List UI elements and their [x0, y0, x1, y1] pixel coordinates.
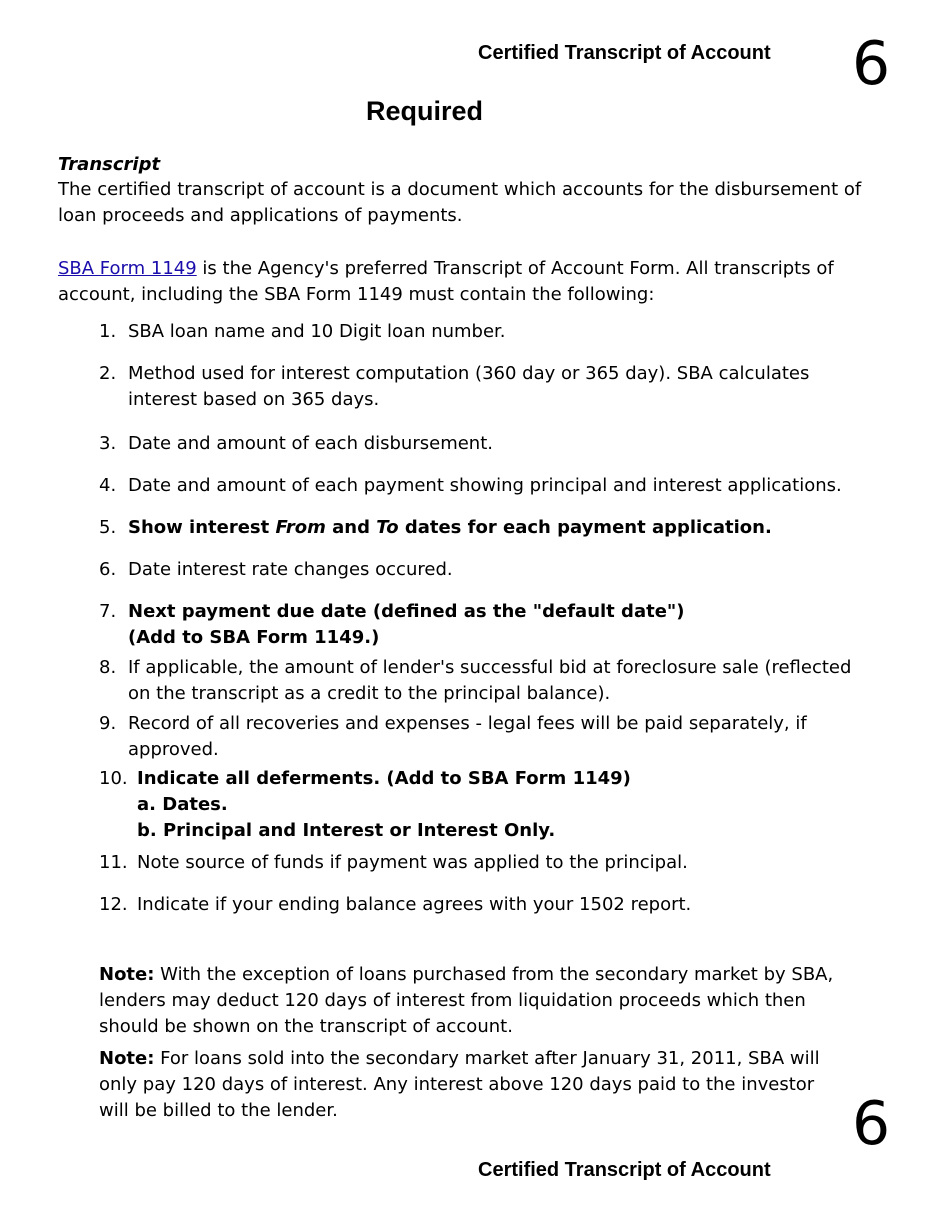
list-item	[99, 431, 859, 457]
footer-section-title: Certified Transcript of Account	[478, 1159, 771, 1181]
list-item-line: (Add to SBA Form 1149.)	[128, 627, 380, 648]
list-item-text: Method used for interest computation (360 day or 365 day). SBA calculates interest based on 365 days.	[128, 363, 810, 410]
list-item	[99, 892, 859, 918]
list-item-text-emphasis: From	[275, 517, 326, 538]
list-item-text-part: dates for each payment application.	[398, 517, 772, 538]
list-item	[99, 711, 819, 763]
list-item-text	[128, 515, 859, 541]
list-item-text: Date interest rate changes occured.	[128, 559, 453, 580]
list-item-number: 2.	[99, 363, 117, 384]
list-item-text: Note source of funds if payment was applied to the principal.	[137, 852, 688, 873]
list-item	[99, 850, 859, 876]
list-item-line: a. Dates.	[137, 794, 228, 815]
list-item-text: Date and amount of each disbursement.	[128, 433, 493, 454]
list-item	[99, 557, 859, 583]
list-item-number: 5.	[99, 517, 117, 538]
list-item	[99, 515, 859, 541]
list-item	[99, 766, 859, 844]
list-item-number: 4.	[99, 475, 117, 496]
list-item-number: 8.	[99, 657, 117, 678]
list-item-number: 7.	[99, 601, 117, 622]
header-section-title: Certified Transcript of Account	[478, 42, 771, 64]
sba-form-1149-link[interactable]: SBA Form 1149	[58, 258, 197, 279]
list-item-number: 9.	[99, 713, 117, 734]
list-item-text-part: and	[325, 517, 377, 538]
list-item-line: b. Principal and Interest or Interest Only.	[137, 820, 556, 841]
list-item-text-part: Show interest	[128, 517, 276, 538]
note-paragraph	[99, 962, 839, 1040]
list-item-number: 10.	[99, 768, 128, 789]
list-item-line: Indicate all deferments. (Add to SBA Form 1149)	[137, 768, 631, 789]
page-heading: Required	[366, 96, 484, 126]
form-paragraph-text: is the Agency's preferred Transcript of Account Form. All transcripts of account, including the SBA Form 1149 must contain the following:	[58, 258, 834, 305]
header-chapter-number: 6	[852, 29, 891, 99]
footer-chapter-number: 6	[852, 1089, 891, 1159]
list-item-number: 1.	[99, 321, 117, 342]
list-item	[99, 473, 889, 499]
list-item	[99, 655, 859, 707]
list-item-text	[137, 766, 859, 844]
note-text: With the exception of loans purchased from the secondary market by SBA, lenders may deduct 120 days of interest from liquidation proceeds which then should be shown on the transcript of account.	[99, 964, 834, 1037]
list-item-text: Indicate if your ending balance agrees with your 1502 report.	[137, 894, 692, 915]
intro-paragraph: The certified transcript of account is a document which accounts for the disbursement of loan proceeds and applications of payments.	[58, 179, 862, 226]
list-item-text-emphasis: To	[376, 517, 399, 538]
list-item-text: Date and amount of each payment showing principal and interest applications.	[128, 475, 842, 496]
list-item	[99, 599, 859, 651]
subheading-transcript: Transcript	[58, 154, 161, 175]
list-item-text: SBA loan name and 10 Digit loan number.	[128, 321, 506, 342]
list-item-number: 6.	[99, 559, 117, 580]
list-item-text	[128, 599, 859, 651]
list-item-number: 3.	[99, 433, 117, 454]
list-item-text: Record of all recoveries and expenses - legal fees will be paid separately, if approved.	[128, 713, 807, 760]
list-item-number: 12.	[99, 894, 128, 915]
note-label: Note:	[99, 964, 155, 985]
list-item-line: Next payment due date (defined as the "default date")	[128, 601, 685, 622]
note-text: For loans sold into the secondary market after January 31, 2011, SBA will only pay 120 days of interest. Any interest above 120 days paid to the investor will be billed to the lender.	[99, 1048, 820, 1121]
note-paragraph	[99, 1046, 839, 1124]
note-label: Note:	[99, 1048, 155, 1069]
list-item-number: 11.	[99, 852, 128, 873]
list-item	[99, 319, 859, 345]
form-paragraph	[58, 256, 888, 308]
list-item	[99, 361, 859, 413]
list-item-text: If applicable, the amount of lender's successful bid at foreclosure sale (reflected on the transcript as a credit to the principal balance).	[128, 657, 852, 704]
